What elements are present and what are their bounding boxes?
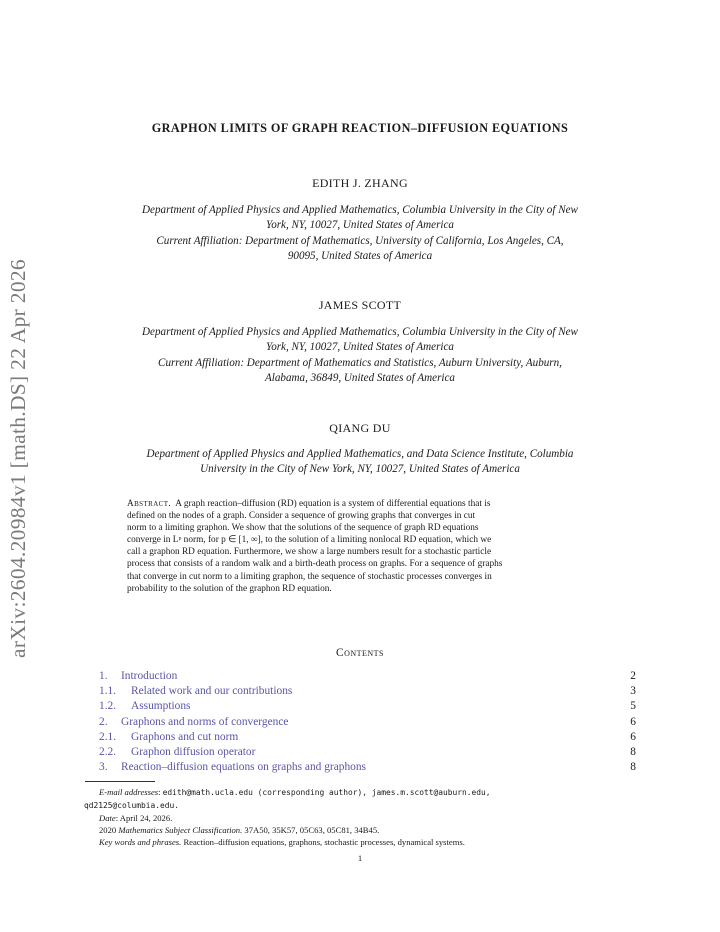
toc-link[interactable]: Graphons and cut norm bbox=[131, 730, 239, 743]
toc-number[interactable]: 1.2. bbox=[99, 700, 117, 713]
toc-number[interactable]: 2.2. bbox=[99, 745, 117, 758]
email-label: E-mail addresses bbox=[99, 787, 159, 797]
toc-entry-cut-norm[interactable] bbox=[99, 730, 636, 745]
affiliation-line: 90095, United States of America bbox=[287, 249, 433, 262]
abstract-line: norm to a limiting graphon. We show that the solutions of the sequence of graph RD equations bbox=[127, 523, 479, 534]
author-affiliation bbox=[84, 447, 636, 478]
toc-link[interactable]: Graphon diffusion operator bbox=[131, 745, 256, 758]
abstract-line: call a graphon RD equation. Furthermore, we show a large numbers result for a stochastic particle bbox=[127, 547, 492, 558]
msc-label: Mathematics Subject Classification. bbox=[118, 825, 243, 836]
affiliation-line: Department of Applied Physics and Applied Mathematics, Columbia University in the City of New bbox=[142, 204, 578, 216]
affiliation-line: Current Affiliation: Department of Mathematics and Statistics, Auburn University, Auburn, bbox=[158, 356, 562, 369]
affiliation-line: York, NY, 10027, United States of America bbox=[266, 219, 454, 232]
arxiv-stamp: arXiv:2604.20984v1 [math.DS] 22 Apr 2026 bbox=[6, 259, 30, 658]
toc-number[interactable]: 1.1. bbox=[99, 685, 117, 698]
toc-page: 5 bbox=[630, 700, 636, 713]
toc-page: 8 bbox=[630, 761, 636, 774]
toc-entry-rd-equations[interactable] bbox=[99, 760, 636, 775]
author-affiliation bbox=[84, 203, 636, 264]
abstract-line: converge in Lᵖ norm, for p ∈ [1, ∞], to the solution of a limiting nonlocal RD equation, which we bbox=[127, 535, 492, 546]
abstract-line: defined on the nodes of a graph. Consider a sequence of growing graphs that converges in cut bbox=[127, 511, 476, 522]
page-number: 1 bbox=[357, 853, 363, 863]
abstract-line: probability to the solution of the graphon RD equation. bbox=[127, 583, 332, 594]
msc-value: 37A50, 35K57, 05C63, 05C81, 34B45. bbox=[244, 825, 380, 836]
footnote-rule bbox=[85, 781, 155, 782]
table-of-contents bbox=[99, 669, 636, 775]
toc-page: 6 bbox=[630, 730, 636, 743]
toc-page: 8 bbox=[630, 745, 636, 758]
email-footnote-continued bbox=[84, 799, 636, 812]
toc-entry-diffusion-operator[interactable] bbox=[99, 745, 636, 760]
keywords-label: Key words and phrases. bbox=[99, 837, 182, 848]
author-affiliation bbox=[84, 325, 636, 386]
paper-title: GRAPHON LIMITS OF GRAPH REACTION–DIFFUSION EQUATIONS bbox=[151, 121, 569, 135]
toc-link[interactable]: Reaction–diffusion equations on graphs and graphons bbox=[121, 761, 366, 774]
toc-link[interactable]: Assumptions bbox=[131, 700, 191, 713]
author-name: JAMES SCOTT bbox=[318, 298, 402, 312]
abstract-line: that converge in cut norm to a limiting graphon, the sequence of stochastic processes converges in bbox=[127, 571, 492, 582]
toc-number[interactable]: 3. bbox=[99, 761, 108, 774]
toc-number[interactable]: 2.1. bbox=[99, 730, 117, 743]
toc-entry-introduction[interactable] bbox=[99, 669, 636, 684]
abstract-line: process that consists of a random walk and a birth-death process on graphs. For a sequence of graphs bbox=[127, 559, 503, 570]
toc-link[interactable]: Related work and our contributions bbox=[131, 685, 293, 698]
keywords-footnote bbox=[84, 836, 636, 848]
abstract bbox=[127, 498, 594, 595]
toc-entry-assumptions[interactable] bbox=[99, 699, 636, 714]
affiliation-line: University in the City of New York, NY, 10027, United States of America bbox=[200, 463, 520, 476]
msc-footnote bbox=[84, 824, 636, 836]
date-value: April 24, 2026. bbox=[119, 813, 173, 824]
keywords-value: Reaction–diffusion equations, graphons, stochastic processes, dynamical systems. bbox=[183, 837, 465, 848]
toc-page: 2 bbox=[630, 670, 636, 682]
toc-link[interactable]: Introduction bbox=[121, 670, 178, 682]
toc-page: 3 bbox=[630, 685, 636, 698]
author-name: QIANG DU bbox=[329, 421, 391, 435]
abstract-line: A graph reaction–diffusion (RD) equation is a system of differential equations that is bbox=[175, 499, 491, 509]
affiliation-line: Current Affiliation: Department of Mathematics, University of California, Los Angeles, CA, bbox=[156, 234, 564, 247]
affiliation-line: Department of Applied Physics and Applied Mathematics, Columbia University in the City of New bbox=[142, 326, 578, 338]
date-label: Date bbox=[99, 813, 116, 824]
toc-number[interactable]: 2. bbox=[99, 715, 108, 728]
email-addresses[interactable]: edith@math.ucla.edu (corresponding author), james.m.scott@auburn.edu, bbox=[162, 788, 491, 797]
contents-heading: Contents bbox=[335, 647, 385, 659]
toc-entry-graphons-norms[interactable] bbox=[99, 715, 636, 730]
toc-link[interactable]: Graphons and norms of convergence bbox=[121, 715, 289, 728]
affiliation-line: Department of Applied Physics and Applied Mathematics, and Data Science Institute, Columbia bbox=[146, 448, 574, 460]
footnotes bbox=[84, 786, 636, 848]
affiliation-line: Alabama, 36849, United States of America bbox=[265, 371, 455, 384]
toc-entry-related-work[interactable] bbox=[99, 684, 636, 699]
msc-year: 2020 bbox=[99, 825, 117, 836]
abstract-label: Abstract. bbox=[127, 499, 172, 509]
date-footnote: Date: April 24, 2026. bbox=[99, 813, 173, 824]
author-name: EDITH J. ZHANG bbox=[312, 176, 408, 190]
email-footnote: E-mail addresses: edith@math.ucla.edu (corresponding author), james.m.scott@auburn.edu, bbox=[99, 787, 491, 797]
toc-page: 6 bbox=[630, 715, 636, 728]
affiliation-line: York, NY, 10027, United States of America bbox=[266, 341, 454, 354]
email-address[interactable]: qd2125@columbia.edu. bbox=[84, 801, 180, 811]
toc-number[interactable]: 1. bbox=[99, 670, 108, 682]
